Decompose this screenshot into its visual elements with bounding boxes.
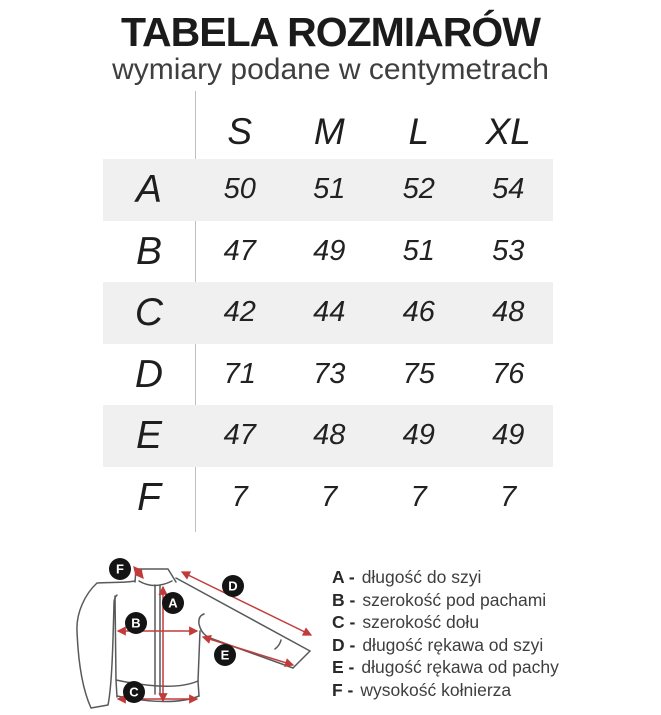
legend-item bbox=[332, 589, 559, 612]
size-value-cell: 52 bbox=[402, 173, 435, 206]
size-value-cell: 51 bbox=[402, 234, 435, 267]
row-label: E bbox=[135, 414, 162, 458]
legend-key: A - bbox=[332, 567, 355, 587]
row-label: D bbox=[134, 352, 164, 396]
marker-e bbox=[214, 644, 236, 666]
row-label: A bbox=[135, 168, 162, 212]
marker-c bbox=[123, 681, 145, 703]
size-value-cell: 47 bbox=[223, 234, 256, 267]
size-value-cell: 71 bbox=[223, 357, 256, 390]
row-label: B bbox=[135, 229, 162, 273]
measurement-lines bbox=[118, 567, 311, 701]
table-body bbox=[103, 159, 553, 528]
table-row bbox=[103, 221, 553, 283]
table-row bbox=[103, 159, 553, 221]
size-table bbox=[103, 104, 553, 528]
legend-desc: szerokość pod pachami bbox=[362, 589, 547, 610]
measurement-legend bbox=[332, 566, 559, 701]
marker-f bbox=[109, 558, 131, 580]
table-row bbox=[103, 344, 553, 406]
size-value-cell: 73 bbox=[313, 357, 346, 390]
svg-text:A: A bbox=[168, 595, 178, 611]
hem-right-edge bbox=[198, 681, 199, 696]
size-value-cell: 7 bbox=[500, 480, 517, 513]
size-value-cell: 46 bbox=[402, 296, 435, 329]
table-header-row bbox=[103, 104, 553, 159]
size-value-cell: 7 bbox=[321, 480, 338, 513]
size-value-cell: 7 bbox=[231, 480, 248, 513]
measure-line-d bbox=[182, 572, 311, 635]
legend-key: F - bbox=[332, 679, 354, 700]
size-value-cell: 44 bbox=[313, 296, 346, 329]
page-title: TABELA ROZMIARÓW bbox=[121, 9, 540, 55]
size-value-cell: 50 bbox=[223, 173, 256, 206]
marker-a bbox=[162, 592, 184, 614]
column-header: L bbox=[408, 110, 430, 152]
legend-item bbox=[332, 566, 559, 589]
body-right-edge bbox=[198, 631, 200, 681]
marker-b bbox=[125, 612, 147, 634]
body-left-edge bbox=[115, 596, 117, 697]
size-value-cell: 7 bbox=[410, 480, 427, 513]
legend-item bbox=[332, 611, 559, 634]
legend-item bbox=[332, 679, 559, 702]
row-label: C bbox=[134, 291, 164, 335]
size-value-cell: 48 bbox=[492, 296, 525, 329]
legend-key: B - bbox=[332, 589, 356, 610]
legend-desc: wysokość kołnierza bbox=[360, 679, 512, 700]
svg-text:F: F bbox=[116, 561, 124, 577]
size-value-cell: 49 bbox=[313, 234, 346, 267]
size-value-cell: 53 bbox=[492, 234, 525, 267]
row-label: F bbox=[137, 475, 161, 519]
page-subtitle: wymiary podane w centymetrach bbox=[112, 53, 549, 86]
legend-item bbox=[332, 656, 559, 679]
svg-text:B: B bbox=[131, 615, 141, 631]
size-value-cell: 49 bbox=[402, 419, 435, 452]
legend-item bbox=[332, 634, 559, 657]
svg-text:E: E bbox=[220, 647, 230, 663]
marker-d bbox=[222, 575, 244, 597]
column-header: XL bbox=[485, 110, 531, 152]
legend-desc: długość rękawa od szyi bbox=[362, 634, 544, 655]
right-sleeve-cuff bbox=[293, 651, 310, 668]
legend-desc: długość rękawa od pachy bbox=[361, 657, 559, 677]
column-header: S bbox=[227, 110, 253, 152]
legend-key: E - bbox=[332, 657, 355, 677]
size-value-cell: 42 bbox=[223, 296, 256, 329]
table-row bbox=[103, 405, 553, 467]
size-value-cell: 47 bbox=[223, 419, 256, 452]
svg-text:C: C bbox=[129, 684, 139, 700]
size-value-cell: 48 bbox=[313, 419, 346, 452]
legend-desc: długość do szyi bbox=[361, 567, 482, 587]
jacket-diagram bbox=[58, 545, 328, 715]
cuff-slit bbox=[275, 640, 281, 649]
size-value-cell: 75 bbox=[402, 357, 435, 390]
size-value-cell: 51 bbox=[313, 173, 346, 206]
size-value-cell: 49 bbox=[492, 419, 525, 452]
legend-key: C - bbox=[332, 612, 356, 632]
legend-desc: szerokość dołu bbox=[362, 612, 480, 632]
table-row bbox=[103, 282, 553, 344]
size-value-cell: 76 bbox=[492, 357, 525, 390]
column-header: M bbox=[313, 110, 345, 152]
jacket-outline bbox=[77, 569, 310, 708]
svg-text:D: D bbox=[228, 578, 238, 594]
table-row bbox=[103, 467, 553, 529]
size-value-cell: 54 bbox=[492, 173, 525, 206]
legend-key: D - bbox=[332, 634, 356, 655]
